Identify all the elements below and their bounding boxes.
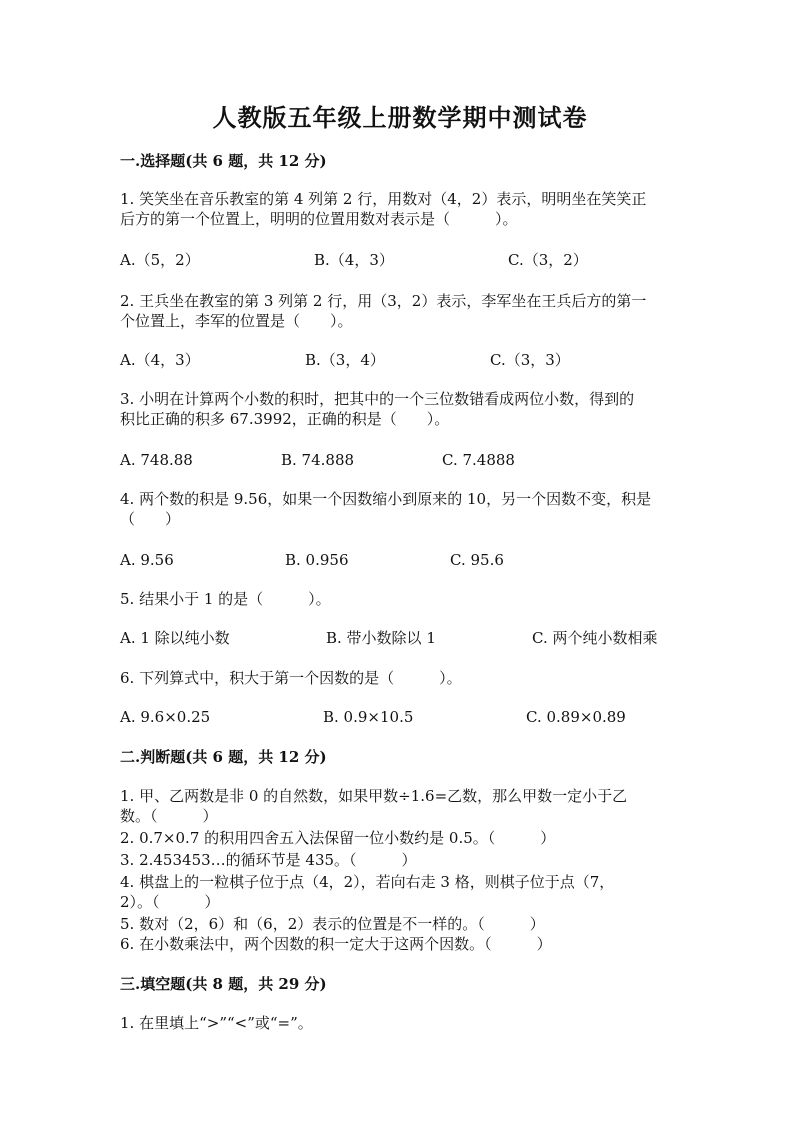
option-b: B.（4，3） [314, 251, 394, 269]
option-a: A.（5，2） [120, 251, 200, 269]
option-b: B. 0.9×10.5 [323, 708, 414, 726]
option-c: C. 两个纯小数相乘 [532, 629, 658, 647]
judgment-line: 3. 2.453453…的循环节是 435。（ ） [120, 851, 417, 869]
option-c: C.（3，3） [490, 351, 570, 369]
judgment-line: 4. 棋盘上的一粒棋子位于点（4，2），若向右走 3 格，则棋子位于点（7， [120, 873, 615, 891]
section-heading-judgment: 二.判断题(共 6 题，共 12 分) [120, 748, 327, 766]
fill-line: 1. 在里填上“>”“<”或“=”。 [120, 1014, 313, 1032]
question-line: 积比正确的积多 67.3992，正确的积是（ ）。 [120, 410, 450, 428]
option-b: B.（3，4） [305, 351, 385, 369]
option-a: A. 9.6×0.25 [120, 708, 211, 726]
question-line: 6. 下列算式中，积大于第一个因数的是（ ）。 [120, 669, 462, 687]
judgment-line: 2. 0.7×0.7 的积用四舍五入法保留一位小数约是 0.5。（ ） [120, 829, 556, 847]
option-a: A. 1 除以纯小数 [120, 629, 230, 647]
section-heading-choice: 一.选择题(共 6 题，共 12 分) [120, 152, 327, 170]
option-a: A. 9.56 [120, 551, 174, 569]
option-b: B. 74.888 [281, 451, 355, 469]
judgment-line: 6. 在小数乘法中，两个因数的积一定大于这两个因数。（ ） [120, 935, 552, 953]
question-line: 后方的第一个位置上，明明的位置用数对表示是（ ）。 [120, 210, 518, 228]
question-line: 5. 结果小于 1 的是（ ）。 [120, 590, 331, 608]
question-line: 1. 笑笑坐在音乐教室的第 4 列第 2 行，用数对（4，2）表示，明明坐在笑笑正 [120, 190, 647, 208]
option-a: A.（4，3） [120, 351, 200, 369]
question-line: 个位置上，李军的位置是（ ）。 [120, 312, 353, 330]
option-a: A. 748.88 [120, 451, 193, 469]
page-title: 人教版五年级上册数学期中测试卷 [212, 103, 588, 132]
option-c: C. 7.4888 [442, 451, 515, 469]
option-c: C. 0.89×0.89 [526, 708, 626, 726]
question-line: 2. 王兵坐在教室的第 3 列第 2 行，用（3，2）表示，李军坐在王兵后方的第一 [120, 292, 647, 310]
judgment-line: 5. 数对（2，6）和（6，2）表示的位置是不一样的。（ ） [120, 915, 545, 933]
judgment-line: 2）。（ ） [120, 893, 220, 911]
option-b: B. 带小数除以 1 [326, 629, 436, 647]
question-line: （ ） [120, 510, 181, 528]
option-c: C.（3，2） [508, 251, 588, 269]
option-b: B. 0.956 [285, 551, 349, 569]
option-c: C. 95.6 [450, 551, 504, 569]
section-heading-fill: 三.填空题(共 8 题，共 29 分) [120, 975, 327, 993]
judgment-line: 1. 甲、乙两数是非 0 的自然数，如果甲数÷1.6=乙数，那么甲数一定小于乙 [120, 787, 628, 805]
question-line: 4. 两个数的积是 9.56，如果一个因数缩小到原来的 10，另一个因数不变，积是 [120, 490, 652, 508]
judgment-line: 数。（ ） [120, 807, 218, 825]
question-line: 3. 小明在计算两个小数的积时，把其中的一个三位数错看成两位小数，得到的 [120, 390, 635, 408]
